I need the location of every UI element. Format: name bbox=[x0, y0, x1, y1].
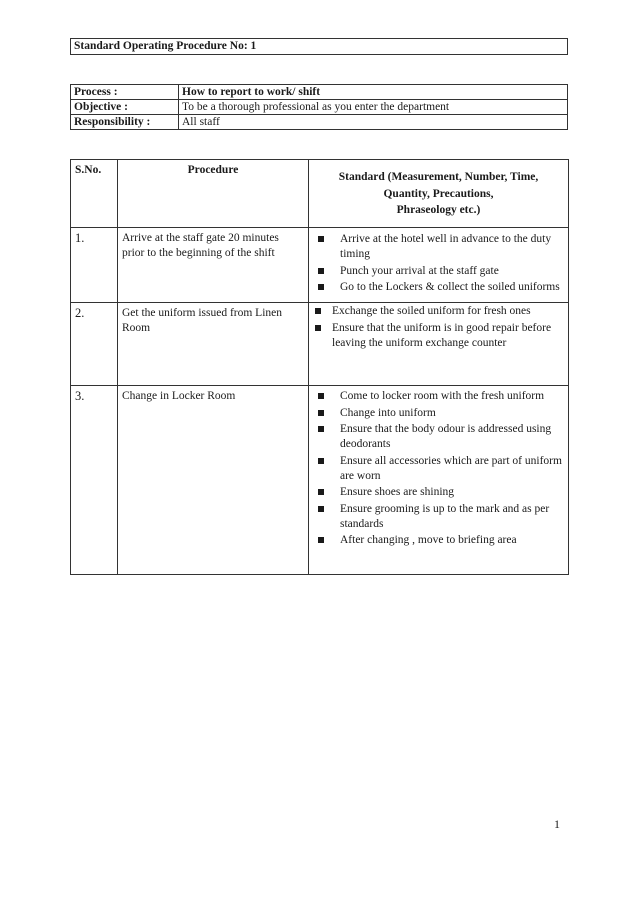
row-procedure: Change in Locker Room bbox=[118, 386, 309, 575]
standard-item: Arrive at the hotel well in advance to the duty timing bbox=[313, 232, 564, 262]
row-sno: 3. bbox=[71, 386, 118, 575]
meta-label: Responsibility : bbox=[71, 115, 179, 130]
standard-item: Ensure grooming is up to the mark and as per standards bbox=[313, 502, 564, 532]
process-meta-table bbox=[70, 84, 568, 130]
row-standards bbox=[309, 228, 569, 303]
procedure-table bbox=[70, 159, 569, 575]
standard-item: Ensure all accessories which are part of uniform are worn bbox=[313, 454, 564, 484]
standard-item: Ensure shoes are shining bbox=[313, 485, 564, 500]
meta-value: To be a thorough professional as you enter the department bbox=[179, 100, 568, 115]
standard-item: Punch your arrival at the staff gate bbox=[313, 264, 564, 279]
meta-row-objective bbox=[71, 100, 568, 115]
meta-value: All staff bbox=[179, 115, 568, 130]
row-standards bbox=[309, 303, 569, 386]
standard-item: Ensure that the body odour is addressed using deodorants bbox=[313, 422, 564, 452]
row-standards bbox=[309, 386, 569, 575]
standard-item: After changing , move to briefing area bbox=[313, 533, 564, 548]
table-header-row bbox=[71, 160, 569, 228]
header-line: Quantity, Precautions, bbox=[383, 187, 494, 200]
meta-label: Process : bbox=[71, 85, 179, 100]
table-row bbox=[71, 228, 569, 303]
header-line: Standard (Measurement, Number, Time, bbox=[338, 171, 539, 183]
table-row bbox=[71, 386, 569, 575]
sop-header bbox=[70, 38, 568, 55]
column-header-sno: S.No. bbox=[71, 160, 118, 228]
row-sno: 2. bbox=[71, 303, 118, 386]
meta-value: How to report to work/ shift bbox=[179, 85, 568, 100]
standard-item: Exchange the soiled uniform for fresh ones bbox=[313, 304, 564, 319]
meta-row-responsibility bbox=[71, 115, 568, 130]
column-header-procedure: Procedure bbox=[118, 160, 309, 228]
row-procedure: Arrive at the staff gate 20 minutes prior to the beginning of the shift bbox=[118, 228, 309, 303]
row-procedure: Get the uniform issued from Linen Room bbox=[118, 303, 309, 386]
table-row bbox=[71, 303, 569, 386]
sop-title: Standard Operating Procedure No: 1 bbox=[71, 39, 568, 55]
page-number: 1 bbox=[554, 817, 560, 831]
meta-row-process bbox=[71, 85, 568, 100]
standard-item: Go to the Lockers & collect the soiled uniforms bbox=[313, 280, 564, 295]
standard-item: Ensure that the uniform is in good repair before leaving the uniform exchange counter bbox=[313, 321, 564, 351]
column-header-standard bbox=[309, 160, 569, 228]
standard-item: Change into uniform bbox=[313, 406, 564, 421]
header-line: Phraseology etc.) bbox=[396, 204, 481, 216]
meta-label: Objective : bbox=[71, 100, 179, 115]
standard-item: Come to locker room with the fresh uniform bbox=[313, 389, 564, 404]
row-sno: 1. bbox=[71, 228, 118, 303]
